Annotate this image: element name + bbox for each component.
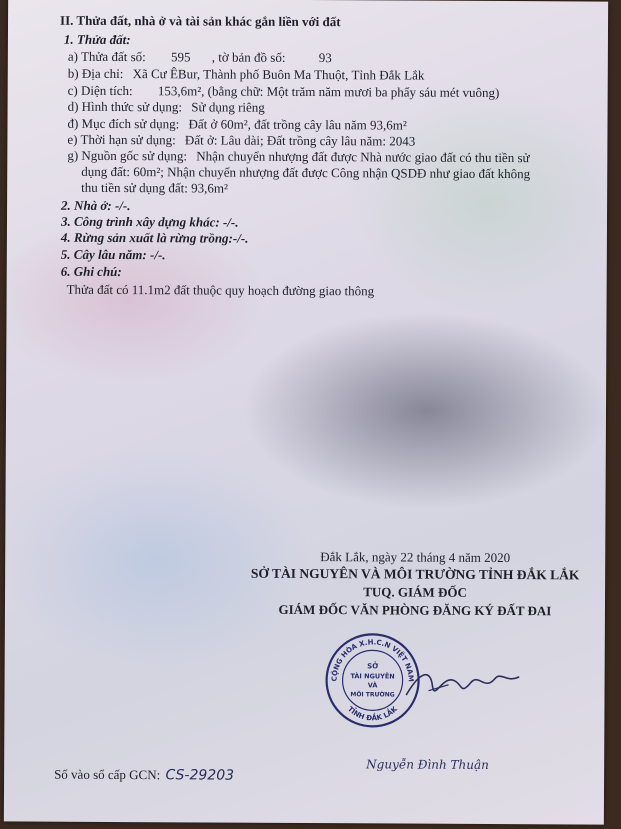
section-title: II. Thửa đất, nhà ở và tài sản khác gắn liền với đất: [60, 12, 341, 30]
registry-value: CS-29203: [165, 767, 235, 784]
seal-center-4: MÔI TRƯỜNG: [350, 691, 395, 699]
certificate-page: [4, 0, 608, 825]
usage-origin-value-line1: Nhận chuyển nhượng đất được Nhà nước giao đất có thu tiền sử: [196, 148, 530, 166]
usage-origin-value-line3: thu tiền sử dụng đất: 93,6m²: [81, 179, 228, 196]
signer-position: GIÁM ĐỐC VĂN PHÒNG ĐĂNG KÝ ĐẤT ĐAI: [278, 601, 552, 619]
usage-form-label: d) Hình thức sử dụng:: [67, 98, 183, 115]
seal-ring-top: CỘNG HÒA X.H.C.N VIỆT NAM: [330, 638, 415, 683]
perennial-item: 5. Cây lâu năm: -/-.: [60, 246, 166, 263]
usage-form-row: [68, 99, 265, 115]
address-label: b) Địa chỉ:: [67, 65, 124, 82]
usage-purpose-label: đ) Mục đích sử dụng:: [67, 115, 180, 132]
address-row: [68, 66, 425, 83]
registry-row: [54, 767, 234, 784]
place-date: Đắk Lắk, ngày 22 tháng 4 năm 2020: [320, 549, 511, 566]
seal-center-2: TÀI NGUYÊN: [350, 672, 395, 681]
parcel-number-label: a) Thửa đất số:: [67, 48, 146, 65]
usage-origin-label: g) Nguồn gốc sử dụng:: [67, 147, 188, 164]
signer-name: Nguyễn Đình Thuận: [366, 757, 489, 772]
handwritten-signature-icon: [402, 661, 522, 712]
usage-term-value: Đất ở: Lâu dài; Đất trồng cây lâu năm: 2043: [184, 132, 416, 149]
note-heading: 6. Ghi chú:: [60, 263, 122, 280]
svg-text:TỈNH ĐẮK LẮK: [346, 705, 399, 723]
area-row: [68, 83, 500, 100]
note-text: Thửa đất có 11.1m2 đất thuộc quy hoạch đường giao thông: [66, 281, 375, 299]
usage-purpose-value: Đất ở 60m², đất trồng cây lâu năm 93,6m²: [188, 116, 407, 133]
area-value: 153,6m², (bằng chữ: Một trăm năm mươi ba phẩy sáu mét vuông): [157, 83, 500, 101]
house-item: 2. Nhà ở: -/-.: [61, 197, 131, 214]
usage-purpose-row: [67, 116, 406, 133]
construction-item: 3. Công trình xây dựng khác: -/-.: [60, 213, 239, 230]
parcel-number-value: 595: [171, 49, 191, 65]
land-parcel-row: [68, 49, 332, 65]
seal-center-1: SỞ: [367, 662, 379, 671]
forest-item: 4. Rừng sản xuất là rừng trồng:-/-.: [60, 229, 249, 246]
usage-term-row: [67, 132, 415, 149]
area-label: c) Diện tích:: [67, 82, 133, 99]
land-heading: 1. Thửa đất:: [63, 31, 131, 48]
usage-origin-value-line2: dụng đất: 60m²; Nhận chuyển nhượng đất được Công nhận QSDĐ như giao đất không: [81, 163, 531, 182]
issuing-org: SỞ TÀI NGUYÊN VÀ MÔI TRƯỜNG TỈNH ĐẮK LẮK: [250, 565, 580, 583]
registry-label: Số vào sổ cấp GCN:: [54, 766, 161, 783]
seal-center-3: VÀ: [367, 681, 378, 690]
map-sheet-value: 93: [318, 50, 332, 66]
usage-form-value: Sử dụng riêng: [191, 99, 265, 115]
map-sheet-label: , tờ bản đồ số:: [211, 49, 286, 65]
address-value: Xã Cư ÊBur, Thành phố Buôn Ma Thuột, Tỉnh Đắk Lắk: [132, 66, 425, 83]
usage-term-label: e) Thời hạn sử dụng:: [67, 131, 176, 148]
on-behalf: TUQ. GIÁM ĐỐC: [363, 584, 467, 600]
seal-ring-bottom: TỈNH ĐẮK LẮK: [346, 704, 399, 723]
usage-origin-row: [67, 148, 529, 165]
